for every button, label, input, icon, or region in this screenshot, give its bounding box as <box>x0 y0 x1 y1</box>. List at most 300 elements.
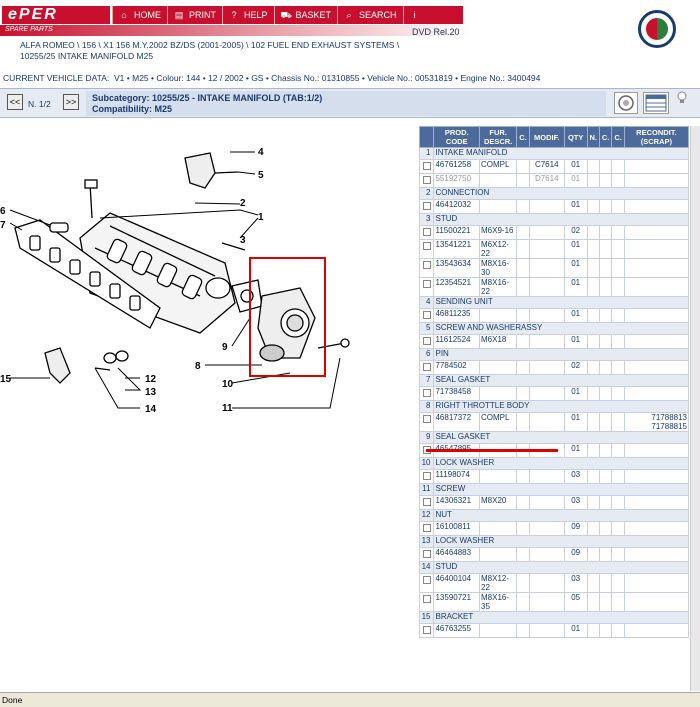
col-c2 <box>599 548 611 562</box>
modif <box>529 200 564 214</box>
callout-11[interactable]: 11 <box>222 403 233 414</box>
recondit <box>624 335 688 349</box>
col-header[interactable]: C. <box>599 127 611 148</box>
group-name: STUD <box>434 562 689 574</box>
col-n <box>587 496 599 510</box>
vehicle-v: V1 <box>114 73 125 83</box>
modif <box>529 226 564 240</box>
recondit-code[interactable]: 71788813 <box>651 413 687 422</box>
row-checkbox[interactable] <box>423 389 431 397</box>
nav-print[interactable] <box>167 6 222 24</box>
group-row <box>420 562 689 574</box>
col-c <box>517 470 529 484</box>
prod-code: 7784502 <box>434 361 480 375</box>
group-number: 13 <box>420 536 434 548</box>
row-checkbox[interactable] <box>423 280 431 288</box>
col-c <box>517 226 529 240</box>
table-row[interactable] <box>420 335 689 349</box>
recondit <box>624 278 688 297</box>
qty: 03 <box>564 574 587 593</box>
qty: 01 <box>564 160 587 174</box>
col-n <box>587 522 599 536</box>
scrollbar[interactable] <box>690 126 700 691</box>
modif <box>529 593 564 612</box>
nav-search[interactable] <box>337 6 403 24</box>
qty: 01 <box>564 278 587 297</box>
group-number: 1 <box>420 148 434 160</box>
vehicle-gs: GS <box>251 73 264 83</box>
col-c2 <box>599 413 611 432</box>
modif <box>529 335 564 349</box>
callout-4[interactable]: 4 <box>258 147 264 158</box>
col-c3 <box>612 444 624 458</box>
group-name: LOCK WASHER <box>434 458 689 470</box>
col-c2 <box>599 387 611 401</box>
modif <box>529 361 564 375</box>
col-c2 <box>599 174 611 188</box>
row-checkbox-cell <box>420 226 434 240</box>
callout-6[interactable]: 6 <box>0 206 6 217</box>
recondit-code-2[interactable]: 71788815 <box>651 422 687 431</box>
recondit <box>624 200 688 214</box>
col-n <box>587 174 599 188</box>
modif <box>529 240 564 259</box>
col-header[interactable]: C. <box>612 127 624 148</box>
table-row[interactable] <box>420 470 689 484</box>
prod-code: 55192750 <box>434 174 480 188</box>
row-checkbox[interactable] <box>423 261 431 269</box>
breadcrumb-line-1[interactable]: ALFA ROMEO \ 156 \ X1 156 M.Y.2002 BZ/DS (2001-2005) \ 102 FUEL END EXHAUST SYSTEMS \ <box>20 40 400 50</box>
col-c3 <box>612 278 624 297</box>
group-number: 12 <box>420 510 434 522</box>
qty: 01 <box>564 413 587 432</box>
group-row <box>420 401 689 413</box>
group-row <box>420 375 689 387</box>
recondit <box>624 259 688 278</box>
exploded-drawing[interactable] <box>0 128 360 418</box>
callout-14[interactable]: 14 <box>145 404 157 415</box>
col-c <box>517 624 529 638</box>
vehicle-engine: Engine No.: 3400494 <box>460 73 541 83</box>
col-header[interactable]: MODIF. <box>529 127 564 148</box>
nav-basket[interactable] <box>274 6 338 24</box>
row-checkbox-cell <box>420 278 434 297</box>
lightbulb-icon[interactable] <box>676 91 688 103</box>
group-row <box>420 484 689 496</box>
col-c3 <box>612 574 624 593</box>
col-c3 <box>612 200 624 214</box>
col-select <box>420 127 434 148</box>
col-n <box>587 387 599 401</box>
table-row[interactable] <box>420 278 689 297</box>
fur-descr: COMPL <box>480 160 517 174</box>
fur-descr <box>480 309 517 323</box>
group-number: 9 <box>420 432 434 444</box>
group-name: NUT <box>434 510 689 522</box>
row-checkbox-cell <box>420 200 434 214</box>
row-checkbox-cell <box>420 624 434 638</box>
group-row <box>420 323 689 335</box>
col-c <box>517 522 529 536</box>
col-n <box>587 624 599 638</box>
row-checkbox[interactable] <box>423 595 431 603</box>
subcategory-box <box>86 91 606 116</box>
row-checkbox-cell <box>420 522 434 536</box>
fur-descr <box>480 470 517 484</box>
qty: 01 <box>564 259 587 278</box>
group-row <box>420 458 689 470</box>
row-checkbox[interactable] <box>423 337 431 345</box>
col-header[interactable]: QTY <box>564 127 587 148</box>
row-checkbox[interactable] <box>423 415 431 423</box>
col-c <box>517 593 529 612</box>
prod-code: 46412032 <box>434 200 480 214</box>
qty: 01 <box>564 444 587 458</box>
col-n <box>587 574 599 593</box>
group-row <box>420 612 689 624</box>
row-checkbox-cell <box>420 160 434 174</box>
col-c <box>517 309 529 323</box>
recondit <box>624 413 688 432</box>
table-row[interactable] <box>420 413 689 432</box>
qty: 03 <box>564 470 587 484</box>
qty: 01 <box>564 174 587 188</box>
callout-12[interactable]: 12 <box>145 374 157 385</box>
table-row[interactable] <box>420 496 689 510</box>
col-header[interactable]: C. <box>517 127 529 148</box>
col-header[interactable]: N. <box>587 127 599 148</box>
row-checkbox-cell <box>420 309 434 323</box>
row-checkbox[interactable] <box>423 363 431 371</box>
callout-3[interactable]: 3 <box>240 235 246 246</box>
col-c3 <box>612 160 624 174</box>
row-checkbox-cell <box>420 548 434 562</box>
fur-descr <box>480 174 517 188</box>
nav-label: BASKET <box>295 10 332 20</box>
group-name: BRACKET <box>434 612 689 624</box>
table-row[interactable] <box>420 226 689 240</box>
row-checkbox[interactable] <box>423 498 431 506</box>
col-c2 <box>599 496 611 510</box>
row-checkbox[interactable] <box>423 626 431 634</box>
vehicle-m: M25 <box>132 73 149 83</box>
group-number: 3 <box>420 214 434 226</box>
col-c2 <box>599 444 611 458</box>
top-bar <box>0 0 700 26</box>
prod-code: 46763255 <box>434 624 480 638</box>
spare-parts-label: SPARE PARTS <box>5 26 53 33</box>
subcategory-title: Subcategory: 10255/25 - INTAKE MANIFOLD (TAB:1/2) <box>92 93 323 103</box>
search-icon: ⌕ <box>346 10 352 20</box>
col-n <box>587 335 599 349</box>
callout-8[interactable]: 8 <box>195 361 201 372</box>
col-c3 <box>612 624 624 638</box>
group-number: 5 <box>420 323 434 335</box>
row-checkbox-cell <box>420 574 434 593</box>
col-c2 <box>599 624 611 638</box>
group-name: PIN <box>434 349 689 361</box>
col-c <box>517 361 529 375</box>
fur-descr: M8X16-35 <box>480 593 517 612</box>
table-row[interactable] <box>420 624 689 638</box>
next-page-button[interactable]: >> <box>63 94 79 110</box>
col-c3 <box>612 522 624 536</box>
table-row[interactable] <box>420 387 689 401</box>
fur-descr: M8X20 <box>480 496 517 510</box>
col-c3 <box>612 361 624 375</box>
qty: 01 <box>564 240 587 259</box>
recondit <box>624 624 688 638</box>
fur-descr <box>480 522 517 536</box>
row-checkbox[interactable] <box>423 202 431 210</box>
table-row[interactable] <box>420 361 689 375</box>
nav-label: PRINT <box>189 10 216 20</box>
col-c3 <box>612 496 624 510</box>
col-c2 <box>599 160 611 174</box>
row-checkbox[interactable] <box>423 576 431 584</box>
col-c2 <box>599 226 611 240</box>
qty: 09 <box>564 522 587 536</box>
zoom-drawing-icon[interactable] <box>614 92 638 114</box>
col-n <box>587 160 599 174</box>
callout-13[interactable]: 13 <box>145 387 157 398</box>
row-checkbox[interactable] <box>423 524 431 532</box>
vehicle-date: 12 / 2002 <box>208 73 244 83</box>
modif: C7614 <box>529 160 564 174</box>
modif: D7614 <box>529 174 564 188</box>
vehicle-data: CURRENT VEHICLE DATA: V1 • M25 • Colour: 144 • 12 / 2002 • GS • Chassis No.: 01310855 • Vehicle No.: 00531819 • Engine No.: 3400494 <box>3 73 541 83</box>
callout-15[interactable]: 15 <box>0 374 12 385</box>
callout-2[interactable]: 2 <box>240 198 246 209</box>
col-c3 <box>612 413 624 432</box>
qty: 01 <box>564 200 587 214</box>
eper-logo[interactable]: ePER <box>2 6 110 24</box>
col-c <box>517 548 529 562</box>
callout-1[interactable]: 1 <box>258 212 264 223</box>
prod-code: 46811235 <box>434 309 480 323</box>
col-c <box>517 200 529 214</box>
nav-home[interactable] <box>112 6 167 24</box>
prod-code: 46464883 <box>434 548 480 562</box>
fur-descr <box>480 624 517 638</box>
col-n <box>587 470 599 484</box>
modif <box>529 624 564 638</box>
home-icon: ⌂ <box>121 10 127 20</box>
group-number: 7 <box>420 375 434 387</box>
recondit <box>624 444 688 458</box>
info-icon: i <box>413 10 416 20</box>
recondit <box>624 574 688 593</box>
row-checkbox[interactable] <box>423 311 431 319</box>
fur-descr: M8X16-22 <box>480 278 517 297</box>
main-nav <box>112 6 463 24</box>
col-n <box>587 309 599 323</box>
row-checkbox-cell <box>420 496 434 510</box>
group-row <box>420 349 689 361</box>
breadcrumb <box>20 40 460 62</box>
group-row <box>420 432 689 444</box>
col-n <box>587 413 599 432</box>
row-checkbox-cell <box>420 174 434 188</box>
recondit <box>624 522 688 536</box>
prod-code: 12354521 <box>434 278 480 297</box>
callout-5[interactable]: 5 <box>258 170 264 181</box>
vehicle-chassis: Chassis No.: 01310855 <box>271 73 360 83</box>
compatibility-label: Compatibility: M25 <box>92 104 173 114</box>
prod-code: 46817372 <box>434 413 480 432</box>
prod-code: 11612524 <box>434 335 480 349</box>
group-number: 14 <box>420 562 434 574</box>
fur-descr <box>480 387 517 401</box>
recondit <box>624 548 688 562</box>
row-checkbox[interactable] <box>423 176 431 184</box>
qty: 01 <box>564 309 587 323</box>
group-name: INTAKE MANIFOLD <box>434 148 689 160</box>
status-bar: Done <box>0 692 700 707</box>
group-name: STUD <box>434 214 689 226</box>
prod-code: 46761258 <box>434 160 480 174</box>
recondit <box>624 174 688 188</box>
modif <box>529 548 564 562</box>
col-c2 <box>599 574 611 593</box>
col-c2 <box>599 240 611 259</box>
col-c2 <box>599 361 611 375</box>
callout-9[interactable]: 9 <box>222 342 228 353</box>
nav-help[interactable] <box>222 6 274 24</box>
callout-10[interactable]: 10 <box>222 379 234 390</box>
col-c3 <box>612 387 624 401</box>
prod-code: 13541221 <box>434 240 480 259</box>
breadcrumb-line-2[interactable]: 10255/25 INTAKE MANIFOLD M25 <box>20 51 154 61</box>
modif <box>529 496 564 510</box>
row-checkbox-cell <box>420 593 434 612</box>
basket-icon: ⛟ <box>280 10 292 20</box>
row-checkbox[interactable] <box>423 472 431 480</box>
row-checkbox[interactable] <box>423 242 431 250</box>
col-c2 <box>599 522 611 536</box>
table-row[interactable] <box>420 259 689 278</box>
nav-label: SEARCH <box>359 10 397 20</box>
modif <box>529 470 564 484</box>
recondit <box>624 470 688 484</box>
group-number: 10 <box>420 458 434 470</box>
col-header[interactable]: FUR. DESCR. <box>480 127 517 148</box>
modif <box>529 278 564 297</box>
col-header[interactable]: RECONDIT. (SCRAP) <box>624 127 688 148</box>
col-c <box>517 259 529 278</box>
subcategory-header <box>0 88 700 118</box>
nav-info[interactable] <box>403 6 431 24</box>
callout-7[interactable]: 7 <box>0 220 6 231</box>
group-name: CONNECTION <box>434 188 689 200</box>
modif <box>529 413 564 432</box>
qty: 02 <box>564 226 587 240</box>
table-row[interactable] <box>420 548 689 562</box>
col-c2 <box>599 309 611 323</box>
group-number: 15 <box>420 612 434 624</box>
fur-descr <box>480 548 517 562</box>
row-checkbox-cell <box>420 413 434 432</box>
modif <box>529 574 564 593</box>
table-row[interactable] <box>420 309 689 323</box>
col-c3 <box>612 240 624 259</box>
col-n <box>587 361 599 375</box>
prod-code: 11198074 <box>434 470 480 484</box>
group-row <box>420 297 689 309</box>
col-c3 <box>612 548 624 562</box>
col-c <box>517 496 529 510</box>
col-n <box>587 226 599 240</box>
col-c3 <box>612 335 624 349</box>
table-row[interactable] <box>420 522 689 536</box>
fur-descr: M8X12-22 <box>480 574 517 593</box>
table-row[interactable] <box>420 174 689 188</box>
fur-descr <box>480 361 517 375</box>
nav-label: HOME <box>134 10 161 20</box>
fur-descr: M6X18 <box>480 335 517 349</box>
modif <box>529 387 564 401</box>
row-checkbox[interactable] <box>423 228 431 236</box>
recondit <box>624 226 688 240</box>
row-checkbox[interactable] <box>423 162 431 170</box>
col-header[interactable]: PROD. CODE <box>434 127 480 148</box>
col-n <box>587 240 599 259</box>
col-c3 <box>612 174 624 188</box>
table-row[interactable] <box>420 160 689 174</box>
row-checkbox-cell <box>420 387 434 401</box>
row-checkbox[interactable] <box>423 550 431 558</box>
prod-code: 13590721 <box>434 593 480 612</box>
row-checkbox-cell <box>420 470 434 484</box>
col-n <box>587 200 599 214</box>
parts-table <box>419 126 689 638</box>
fur-descr: M8X16-30 <box>480 259 517 278</box>
qty: 03 <box>564 496 587 510</box>
qty: 01 <box>564 624 587 638</box>
group-number: 2 <box>420 188 434 200</box>
row-checkbox-cell <box>420 335 434 349</box>
group-number: 4 <box>420 297 434 309</box>
table-row[interactable] <box>420 200 689 214</box>
modif <box>529 522 564 536</box>
modif <box>529 259 564 278</box>
prev-page-button[interactable]: << <box>7 94 23 110</box>
col-c2 <box>599 335 611 349</box>
col-c2 <box>599 278 611 297</box>
recondit <box>624 309 688 323</box>
recondit <box>624 240 688 259</box>
prod-code: 71738458 <box>434 387 480 401</box>
table-row[interactable] <box>420 593 689 612</box>
recondit <box>624 160 688 174</box>
col-n <box>587 593 599 612</box>
row-checkbox-cell <box>420 361 434 375</box>
col-c3 <box>612 593 624 612</box>
prod-code: 11500221 <box>434 226 480 240</box>
prod-code: 16100811 <box>434 522 480 536</box>
group-name: SEAL GASKET <box>434 432 689 444</box>
recondit <box>624 593 688 612</box>
table-row[interactable] <box>420 574 689 593</box>
group-name: SEAL GASKET <box>434 375 689 387</box>
table-row[interactable] <box>420 240 689 259</box>
col-c3 <box>612 259 624 278</box>
col-c <box>517 335 529 349</box>
col-c <box>517 278 529 297</box>
table-view-icon[interactable] <box>643 92 669 114</box>
qty: 09 <box>564 548 587 562</box>
col-c2 <box>599 259 611 278</box>
